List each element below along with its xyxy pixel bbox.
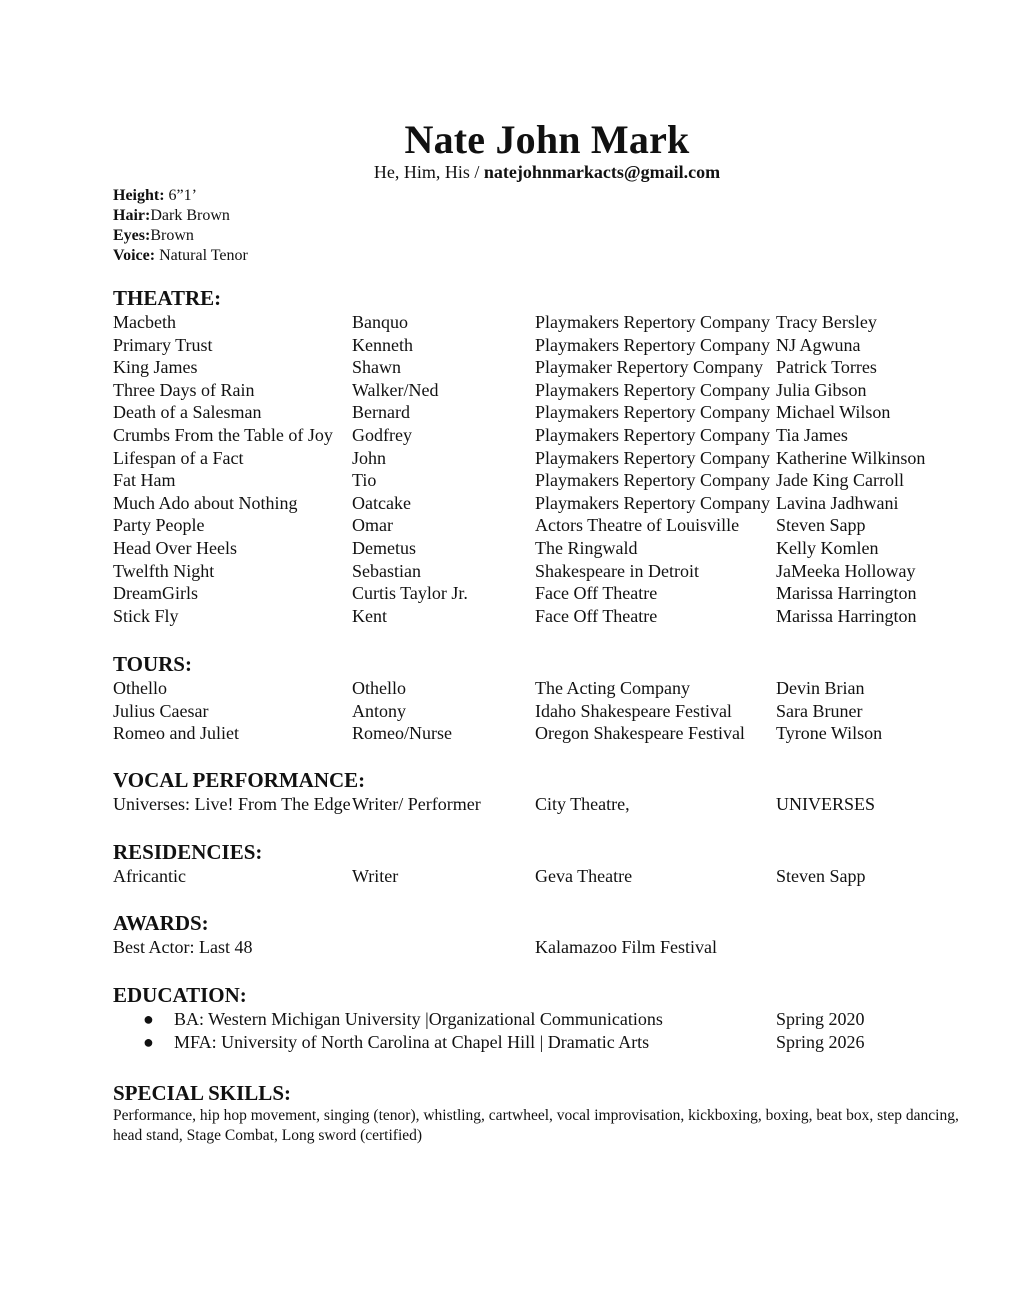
residencies-heading: RESIDENCIES: [113, 840, 263, 864]
company: Face Off Theatre [535, 583, 658, 604]
production-title: Universes: Live! From The Edge [113, 794, 351, 814]
director: Michael Wilson [776, 402, 891, 423]
company: Kalamazoo Film Festival [535, 937, 717, 957]
role: Kent [352, 605, 387, 626]
production-title: Lifespan of a Fact [113, 447, 244, 468]
director: Steven Sapp [776, 866, 866, 886]
production-title: Death of a Salesman [113, 402, 262, 423]
credit-row [0, 357, 1014, 380]
director: Kelly Komlen [776, 538, 879, 558]
credit-row [0, 448, 1014, 471]
production-title: Romeo and Juliet [113, 723, 239, 744]
credit-row [0, 538, 1014, 561]
physical-stats [113, 186, 248, 266]
director: NJ Agwuna [776, 334, 861, 355]
director: Marissa Harrington [776, 583, 917, 604]
production-title: Julius Caesar [113, 700, 209, 721]
stat-height: Height: 6”1’ [113, 187, 197, 204]
credit-row [0, 402, 1014, 425]
production-title: Crumbs From the Table of Joy [113, 425, 333, 445]
resume-name: Nate John Mark [404, 117, 690, 162]
skills-heading: SPECIAL SKILLS: [113, 1081, 291, 1105]
credit-row [0, 701, 1014, 724]
degree-text: MFA: University of North Carolina at Chapel Hill | Dramatic Arts [174, 1032, 650, 1052]
company: Geva Theatre [535, 866, 633, 886]
production-title: Fat Ham [113, 470, 176, 491]
tours-heading: TOURS: [113, 652, 192, 676]
production-title: Party People [113, 515, 205, 536]
director: Tia James [776, 425, 848, 445]
role: Oatcake [352, 492, 411, 513]
credit-row [0, 937, 1014, 960]
company: Playmakers Repertory Company [535, 492, 770, 513]
company: Playmakers Repertory Company [535, 425, 770, 445]
company: Face Off Theatre [535, 605, 658, 626]
company: The Ringwald [535, 538, 638, 558]
role: Tio [352, 470, 377, 491]
credit-row [0, 866, 1014, 889]
company: Playmakers Repertory Company [535, 470, 770, 491]
role: Writer [352, 866, 399, 886]
production-title: Primary Trust [113, 334, 213, 355]
director: Sara Bruner [776, 700, 863, 721]
credit-row [0, 515, 1014, 538]
production-title: Best Actor: Last 48 [113, 937, 253, 957]
director: Devin Brian [776, 678, 865, 698]
degree-date: Spring 2020 [776, 1009, 865, 1029]
pronouns: He, Him, His / [373, 162, 484, 182]
theatre-heading: THEATRE: [113, 286, 222, 310]
production-title: King James [113, 357, 198, 378]
director: Tyrone Wilson [776, 723, 883, 744]
role: Sebastian [352, 560, 421, 581]
role: Shawn [352, 357, 401, 378]
role: Banquo [352, 312, 408, 332]
production-title: Much Ado about Nothing [113, 492, 298, 513]
company: Playmakers Repertory Company [535, 402, 770, 423]
credit-row [0, 561, 1014, 584]
company: Playmakers Repertory Company [535, 334, 770, 355]
degree-text: BA: Western Michigan University |Organizational Communications [174, 1009, 663, 1029]
company: The Acting Company [535, 678, 690, 698]
stat-hair: Hair:Dark Brown [113, 207, 230, 224]
stat-eyes: Eyes:Brown [113, 227, 194, 244]
credit-row [0, 794, 1014, 817]
company: Playmakers Repertory Company [535, 447, 770, 468]
role: Demetus [352, 538, 416, 558]
education-item [0, 1032, 1014, 1055]
production-title: Head Over Heels [113, 538, 237, 558]
production-title: Africantic [113, 866, 186, 886]
skills-text: Performance, hip hop movement, singing (tenor), whistling, cartwheel, vocal improvisation, kickboxing, boxing, beat box, step dancing, head stand, Stage Combat, Long sword (certified) [113, 1107, 959, 1144]
company: Actors Theatre of Louisville [535, 515, 740, 536]
director: Tracy Bersley [776, 312, 877, 332]
production-title: Twelfth Night [113, 560, 215, 581]
company: Playmaker Repertory Company [535, 357, 763, 378]
director: Marissa Harrington [776, 605, 917, 626]
credit-row [0, 723, 1014, 746]
role: Antony [352, 700, 406, 721]
company: Playmakers Repertory Company [535, 379, 770, 400]
awards-heading: AWARDS: [113, 911, 209, 935]
director: Lavina Jadhwani [776, 492, 899, 513]
email-address: natejohnmarkacts@gmail.com [483, 162, 721, 182]
production-title: DreamGirls [113, 583, 198, 604]
production-title: Stick Fly [113, 605, 179, 626]
role: Bernard [352, 402, 410, 423]
role: Omar [352, 515, 393, 536]
role: Godfrey [352, 425, 412, 445]
role: Kenneth [352, 334, 413, 355]
director: JaMeeka Holloway [776, 560, 916, 581]
stat-voice: Voice: Natural Tenor [113, 247, 248, 264]
education-item [0, 1009, 1014, 1032]
credit-row [0, 493, 1014, 516]
director: Patrick Torres [776, 357, 877, 378]
degree-date: Spring 2026 [776, 1032, 865, 1052]
role: Romeo/Nurse [352, 723, 452, 744]
production-title: Macbeth [113, 312, 176, 332]
credit-row [0, 380, 1014, 403]
bullet-icon: ● [143, 1009, 154, 1029]
company: Playmakers Repertory Company [535, 312, 770, 332]
company: Idaho Shakespeare Festival [535, 700, 732, 721]
bullet-icon: ● [143, 1032, 154, 1052]
director: Steven Sapp [776, 515, 866, 536]
credit-row [0, 583, 1014, 606]
credit-row [0, 470, 1014, 493]
credit-row [0, 606, 1014, 629]
vocal-heading: VOCAL PERFORMANCE: [113, 768, 366, 792]
education-heading: EDUCATION: [113, 983, 247, 1007]
company: Oregon Shakespeare Festival [535, 723, 745, 744]
company: City Theatre, [535, 794, 630, 814]
director: UNIVERSES [776, 794, 876, 814]
production-title: Othello [113, 678, 167, 698]
credit-row [0, 678, 1014, 701]
credit-row [0, 335, 1014, 358]
credit-row [0, 425, 1014, 448]
role: Othello [352, 678, 406, 698]
director: Jade King Carroll [776, 470, 904, 491]
credit-row [0, 312, 1014, 335]
role: Writer/ Performer [352, 794, 481, 814]
role: Curtis Taylor Jr. [352, 583, 468, 604]
role: John [352, 447, 387, 468]
director: Katherine Wilkinson [776, 447, 926, 468]
role: Walker/Ned [352, 379, 439, 400]
company: Shakespeare in Detroit [535, 560, 699, 581]
director: Julia Gibson [776, 379, 867, 400]
production-title: Three Days of Rain [113, 379, 255, 400]
contact-line [0, 162, 1014, 183]
